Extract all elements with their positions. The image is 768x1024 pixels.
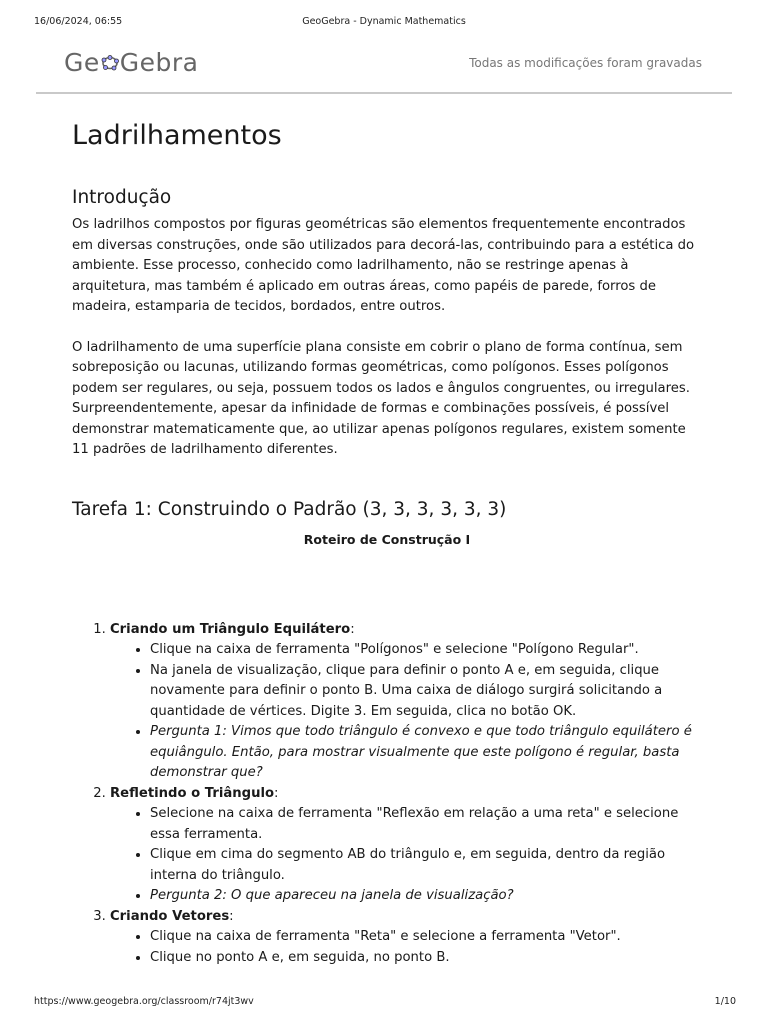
question-text: Pergunta 2: O que apareceu na janela de visualização?: [150, 888, 514, 903]
step-title: Refletindo o Triângulo: [110, 785, 275, 801]
print-url: https://www.geogebra.org/classroom/r74jt3wv: [34, 996, 254, 1007]
app-header: [36, 34, 732, 94]
step-sublist: [110, 927, 702, 968]
step-instruction: • Clique no ponto A e, em seguida, no ponto B.: [150, 948, 702, 969]
logo-text-right: Gebra: [119, 48, 199, 77]
guide-title: Roteiro de Construção I: [303, 531, 471, 547]
step-question: [150, 886, 702, 907]
task-heading: Tarefa 1: Construindo o Padrão (3, 3, 3, 3, 3, 3): [72, 498, 507, 520]
logo-text-left: Ge: [64, 48, 100, 77]
step-instruction: • Clique na caixa de ferramenta "Polígonos" e selecione "Polígono Regular".: [150, 640, 702, 661]
save-status: Todas as modificações foram gravadas: [469, 56, 702, 70]
document-title: Ladrilhamentos: [72, 120, 282, 151]
step-instruction: • Clique na caixa de ferramenta "Reta" e selecione a ferramenta "Vetor".: [150, 927, 702, 948]
print-datetime: 16/06/2024, 06:55: [34, 16, 123, 27]
intro-heading: Introdução: [72, 187, 172, 208]
step-instruction: • Clique em cima do segmento AB do triângulo e, em seguida, dentro da região interna do triângulo.: [150, 845, 702, 886]
step-item: 1. Criando um Triângulo Equilátero: • Clique na caixa de ferramenta "Polígonos" e selecione "Polígono Regular". • Na janela de visualização, clique para definir o ponto A e, em seguida, clique novamente para definir o ponto B. Uma caixa de diálogo surgirá solicitando a quantidade de vértices. Digite 3. Em seguida, clica no botão OK. • Pergunta 1: Vimos que todo triângulo é convexo e que todo triângulo equilátero é equiângulo. Então, para mostrar visualmente que este polígono é regular, basta demonstrar que?: [110, 620, 702, 784]
intro-paragraph-2: O ladrilhamento de uma superfície plana consiste em cobrir o plano de forma contínua, sem sobreposição ou lacunas, utilizando formas geométricas, como polígonos. Esses polígonos podem ser regulares, ou seja, possuem todos os lados e ângulos congruentes, ou irregulares. Surpreendentemente, apesar da infinidade de formas e combinações possíveis, é possível demonstrar matematicamente que, ao utilizar apenas polígonos regulares, existem somente 11 padrões de ladrilhamento diferentes.: [72, 339, 690, 457]
step-title: Criando Vetores: [110, 908, 230, 924]
geogebra-ellipse-icon: [101, 55, 119, 71]
step-instruction: • Selecione na caixa de ferramenta "Reflexão em relação a uma reta" e selecione essa ferramenta.: [150, 804, 702, 845]
print-page-title: GeoGebra - Dynamic Mathematics: [302, 16, 466, 27]
step-question: [150, 722, 702, 784]
intro-paragraph-1: Os ladrilhos compostos por figuras geométricas são elementos frequentemente encontrados em diversas construções, onde são utilizados para decorá-las, contribuindo para a estética do ambiente. Esse processo, conhecido como ladrilhamento, não se restringe apenas à arquitetura, mas também é aplicado em outras áreas, como papéis de parede, forros de madeira, estamparia de tecidos, bordados, entre outros.: [72, 217, 695, 314]
page-number: 1/10: [714, 996, 736, 1007]
step-sublist: [110, 640, 702, 784]
document-content: [72, 118, 702, 968]
step-item: 3. Criando Vetores: • Clique na caixa de ferramenta "Reta" e selecione a ferramenta "Vetor". • Clique no ponto A e, em seguida, no ponto B.: [110, 907, 702, 969]
construction-steps: [72, 620, 702, 969]
question-text: Pergunta 1: Vimos que todo triângulo é convexo e que todo triângulo equilátero é equiângulo. Então, para mostrar visualmente que este polígono é regular, basta demonstrar que?: [150, 724, 692, 780]
step-sublist: [110, 804, 702, 907]
step-instruction: • Na janela de visualização, clique para definir o ponto A e, em seguida, clique novamente para definir o ponto B. Uma caixa de diálogo surgirá solicitando a quantidade de vértices. Digite 3. Em seguida, clica no botão OK.: [150, 661, 702, 723]
step-item: 2. Refletindo o Triângulo: • Selecione na caixa de ferramenta "Reflexão em relação a uma reta" e selecione essa ferramenta. • Clique em cima do segmento AB do triângulo e, em seguida, dentro da região interna do triângulo. • Pergunta 2: O que apareceu na janela de visualização?: [110, 784, 702, 907]
geogebra-logo[interactable]: [64, 48, 199, 77]
step-title: Criando um Triângulo Equilátero: [110, 621, 351, 637]
